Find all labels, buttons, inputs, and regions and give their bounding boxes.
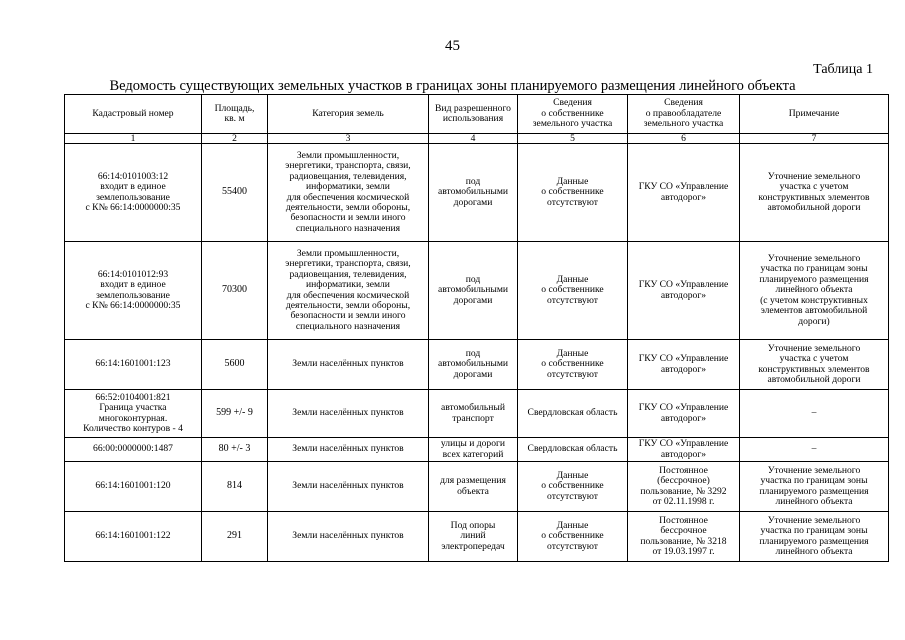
table-row xyxy=(65,438,889,462)
table-row xyxy=(65,242,889,340)
cell-land-category: Земли населённых пунктов xyxy=(268,340,429,390)
cell-land-category: Земли населённых пунктов xyxy=(268,512,429,562)
cell-holder-info: ГКУ СО «Управление автодорог» xyxy=(628,242,740,340)
land-plots-table xyxy=(64,94,889,562)
cell-permitted-use: под автомобильными дорогами xyxy=(429,340,518,390)
header-area: Площадь, кв. м xyxy=(202,95,268,134)
cell-permitted-use: улицы и дороги всех категорий xyxy=(429,438,518,462)
cell-cadastral-number: 66:14:1601001:120 xyxy=(65,462,202,512)
cell-owner-info: Данные о собственнике отсутствуют xyxy=(518,144,628,242)
cell-land-category: Земли населённых пунктов xyxy=(268,390,429,438)
cell-land-category: Земли населённых пунктов xyxy=(268,438,429,462)
header-row xyxy=(65,95,889,134)
cell-note: Уточнение земельного участка по границам зоны планируемого размещения линейного объекта xyxy=(740,512,889,562)
cell-area: 70300 xyxy=(202,242,268,340)
cell-note: – xyxy=(740,390,889,438)
cell-holder-info: ГКУ СО «Управление автодорог» xyxy=(628,340,740,390)
cell-owner-info: Данные о собственнике отсутствуют xyxy=(518,512,628,562)
cell-area: 814 xyxy=(202,462,268,512)
cell-cadastral-number: 66:14:1601001:122 xyxy=(65,512,202,562)
cell-area: 5600 xyxy=(202,340,268,390)
cell-area: 80 +/- 3 xyxy=(202,438,268,462)
cell-note: Уточнение земельного участка по границам зоны планируемого размещения линейного объекта xyxy=(740,462,889,512)
cell-cadastral-number: 66:14:0101012:93 входит в единое землепользование с К№ 66:14:0000000:35 xyxy=(65,242,202,340)
cell-owner-info: Данные о собственнике отсутствуют xyxy=(518,340,628,390)
cell-land-category: Земли промышленности, энергетики, транспорта, связи, радиовещания, телевидения, информатики, земли для обеспечения космической деятельности, земли обороны, безопасности и земли иного специального назначения xyxy=(268,144,429,242)
cell-area: 599 +/- 9 xyxy=(202,390,268,438)
column-number-row xyxy=(65,134,889,144)
header-land-category: Категория земель xyxy=(268,95,429,134)
cell-owner-info: Свердловская область xyxy=(518,390,628,438)
cell-cadastral-number: 66:00:0000000:1487 xyxy=(65,438,202,462)
header-owner-info: Сведения о собственнике земельного участка xyxy=(518,95,628,134)
cell-area: 291 xyxy=(202,512,268,562)
column-number: 7 xyxy=(740,134,889,144)
cell-holder-info: Постоянное (бессрочное) пользование, № 3292 от 02.11.1998 г. xyxy=(628,462,740,512)
cell-note: – xyxy=(740,438,889,462)
column-number: 2 xyxy=(202,134,268,144)
cell-note: Уточнение земельного участка по границам зоны планируемого размещения линейного объекта (с учетом конструктивных элементов автомобильной дороги) xyxy=(740,242,889,340)
table-row xyxy=(65,144,889,242)
header-cadastral-number: Кадастровый номер xyxy=(65,95,202,134)
cell-owner-info: Свердловская область xyxy=(518,438,628,462)
cell-holder-info: Постоянное бессрочное пользование, № 3218 от 19.03.1997 г. xyxy=(628,512,740,562)
table-row xyxy=(65,340,889,390)
cell-land-category: Земли населённых пунктов xyxy=(268,462,429,512)
cell-holder-info: ГКУ СО «Управление автодорог» xyxy=(628,438,740,462)
column-number: 1 xyxy=(65,134,202,144)
table-row xyxy=(65,512,889,562)
column-number: 5 xyxy=(518,134,628,144)
table-row xyxy=(65,462,889,512)
column-number: 3 xyxy=(268,134,429,144)
cell-permitted-use: Под опоры линий электропередач xyxy=(429,512,518,562)
cell-holder-info: ГКУ СО «Управление автодорог» xyxy=(628,390,740,438)
cell-permitted-use: под автомобильными дорогами xyxy=(429,144,518,242)
cell-note: Уточнение земельного участка с учетом конструктивных элементов автомобильной дороги xyxy=(740,340,889,390)
document-title: Ведомость существующих земельных участков в границах зоны планируемого размещения линейного объекта xyxy=(109,78,796,94)
table-label: Таблица 1 xyxy=(813,62,873,77)
cell-owner-info: Данные о собственнике отсутствуют xyxy=(518,462,628,512)
cell-permitted-use: под автомобильными дорогами xyxy=(429,242,518,340)
column-number: 4 xyxy=(429,134,518,144)
cell-holder-info: ГКУ СО «Управление автодорог» xyxy=(628,144,740,242)
cell-cadastral-number: 66:52:0104001:821 Граница участка многоконтурная. Количество контуров - 4 xyxy=(65,390,202,438)
cell-land-category: Земли промышленности, энергетики, транспорта, связи, радиовещания, телевидения, информатики, земли для обеспечения космической деятельности, земли обороны, безопасности и земли иного специального назначения xyxy=(268,242,429,340)
table-row xyxy=(65,390,889,438)
header-note: Примечание xyxy=(740,95,889,134)
header-permitted-use: Вид разрешенного использования xyxy=(429,95,518,134)
cell-permitted-use: для размещения объекта xyxy=(429,462,518,512)
cell-owner-info: Данные о собственнике отсутствуют xyxy=(518,242,628,340)
cell-note: Уточнение земельного участка с учетом конструктивных элементов автомобильной дороги xyxy=(740,144,889,242)
cell-cadastral-number: 66:14:1601001:123 xyxy=(65,340,202,390)
column-number: 6 xyxy=(628,134,740,144)
cell-cadastral-number: 66:14:0101003:12 входит в единое землепользование с К№ 66:14:0000000:35 xyxy=(65,144,202,242)
page-number: 45 xyxy=(445,38,460,54)
header-holder-info: Сведения о правообладателе земельного участка xyxy=(628,95,740,134)
cell-area: 55400 xyxy=(202,144,268,242)
cell-permitted-use: автомобильный транспорт xyxy=(429,390,518,438)
